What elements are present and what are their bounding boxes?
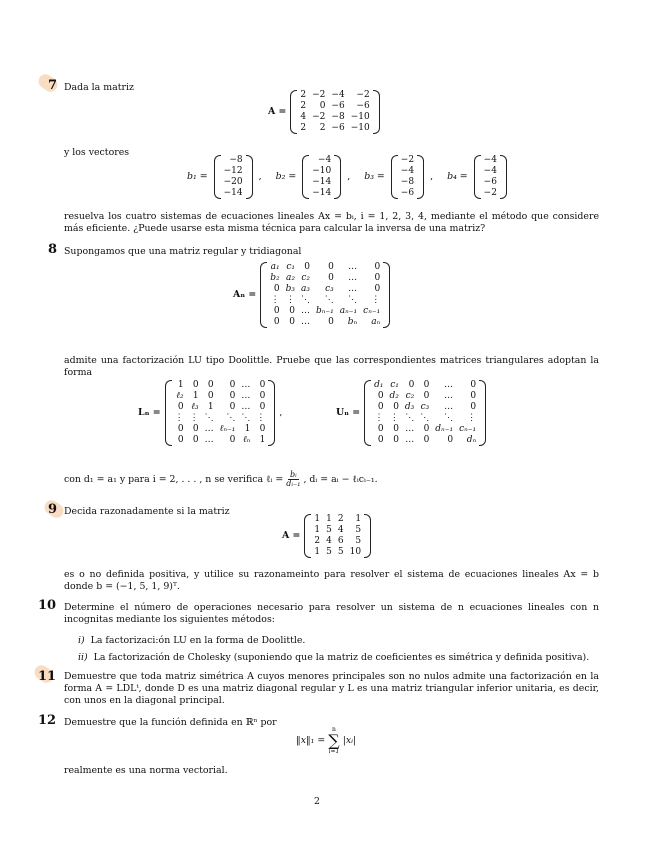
matrix-cell: … — [348, 284, 358, 294]
matrix-cell: ℓₙ₋₁ — [219, 424, 236, 434]
matrix-cell: 0 — [377, 391, 384, 401]
matrix-cell: 4 — [337, 525, 344, 535]
matrix-cell: −6 — [331, 123, 345, 133]
matrix-cell: 6 — [337, 536, 344, 546]
matrix-cell: ⋱ — [324, 295, 334, 305]
problem-number: 12 — [38, 713, 57, 728]
matrix-label: A = — [268, 106, 287, 118]
b4-label: b₄ = — [447, 171, 468, 183]
matrix-cell: 0 — [423, 380, 430, 390]
matrix-cell: −4 — [331, 90, 345, 100]
vector-cell: −4 — [483, 155, 497, 165]
vector-cell: −12 — [223, 166, 243, 176]
matrix-cell: … — [204, 435, 214, 445]
matrix-cell: 0 — [192, 380, 199, 390]
condition-prefix: con d₁ = a₁ y para i = 2, . . . , n se verifica ℓᵢ = — [64, 473, 284, 485]
matrix-cell: 2 — [300, 123, 307, 133]
problem-number: 11 — [38, 669, 57, 684]
matrix-cell: 5 — [326, 525, 332, 535]
matrix-equation — [282, 514, 371, 558]
matrix-cell: 0 — [192, 424, 199, 434]
b2-label: b₂ = — [275, 171, 297, 183]
matrix-cell: 2 — [300, 90, 307, 100]
matrix-cell: ⋮ — [374, 413, 384, 423]
matrix-cell: … — [405, 435, 415, 445]
matrix-cell: 0 — [207, 380, 214, 390]
matrix-cell: a₁ — [270, 262, 280, 272]
vector-b1 — [221, 155, 246, 199]
matrix-cell: … — [444, 380, 454, 390]
matrix-cell: 0 — [229, 435, 236, 445]
matrix-cell: 5 — [337, 547, 344, 557]
matrix-equation-U — [336, 380, 486, 446]
matrix-cell: ⋮ — [389, 413, 399, 423]
matrix-cell: ⋱ — [204, 413, 214, 423]
matrix-cell: ⋮ — [467, 413, 477, 423]
vector-cell: −4 — [483, 166, 497, 176]
matrix-cell: 0 — [423, 391, 430, 401]
matrix-cell: 0 — [470, 402, 477, 412]
matrix-cell: 5 — [355, 536, 362, 546]
matrix-cell: ⋱ — [348, 295, 358, 305]
matrix-cell: 1 — [259, 435, 266, 445]
matrix-cell: ⋮ — [189, 413, 199, 423]
vectors-intro: y los vectores — [64, 147, 130, 158]
matrix-cell: −8 — [331, 112, 345, 122]
matrix-equation-L: Lₙ = 1 0 0 0 … 0 ℓ₂ 1 0 0 … 0 0 ℓ₃ 1 0 … 0 ⋮ ⋮ ⋱ ⋱ ⋱ ⋮ 0 0 … ℓₙ₋₁ 1 0 0 0 … 0 ℓₙ 1 , — [138, 380, 283, 445]
vector-cell: −14 — [312, 177, 332, 187]
vector-b4 — [481, 155, 500, 199]
matrix-cell: 0 — [377, 402, 384, 412]
matrix-cell: 0 — [177, 402, 184, 412]
matrix-cell: 0 — [408, 380, 415, 390]
L-label: Lₙ = — [138, 407, 161, 419]
matrix-cell: ⋱ — [241, 413, 251, 423]
matrix-cell: 0 — [229, 391, 236, 401]
matrix-cell: bₙ₋₁ — [316, 306, 334, 316]
problem-intro: Demuestre que la función definida en ℝⁿ por — [64, 717, 277, 728]
matrix-cell: b₃ — [285, 284, 296, 294]
matrix-cell: 0 — [177, 424, 184, 434]
matrix-cell: 0 — [470, 391, 477, 401]
matrix-cell: c₃ — [325, 284, 334, 294]
matrix-cell: 2 — [314, 536, 321, 546]
vector-cell: −20 — [223, 177, 243, 187]
matrix-cell: ℓ₃ — [191, 402, 199, 412]
problem-number: 8 — [48, 242, 58, 257]
matrix-cell: c₂ — [301, 273, 311, 283]
vector-cell: −6 — [400, 188, 415, 198]
matrix-cell: 1 — [177, 380, 184, 390]
vector-cell: −10 — [312, 166, 332, 176]
problem-number: 7 — [48, 78, 58, 93]
matrix-An — [267, 262, 383, 328]
vector-b2 — [309, 155, 334, 199]
matrix-cell: −10 — [350, 112, 370, 122]
matrix-cell: 0 — [393, 424, 399, 434]
matrix-cell: … — [204, 424, 214, 434]
norm-formula: ‖x‖₁ = n ∑ i=1 |xᵢ| — [296, 726, 357, 755]
matrix-cell: a₂ — [286, 273, 296, 283]
matrix-L — [172, 380, 269, 446]
matrix-cell: ⋮ — [286, 295, 296, 305]
matrix-cell: −2 — [312, 112, 326, 122]
matrix-cell: bₙ — [347, 317, 358, 327]
vector-cell: −8 — [229, 155, 243, 165]
matrix-label: Aₙ = — [233, 289, 257, 301]
matrix-cell: 0 — [229, 402, 236, 412]
matrix-cell: c₂ — [405, 391, 415, 401]
vector-cell: −2 — [400, 155, 415, 165]
matrix-cell: 1 — [314, 547, 321, 557]
matrix-cell: b₂ — [270, 273, 280, 283]
matrix-cell: 1 — [244, 424, 251, 434]
matrix-cell: ⋮ — [371, 295, 381, 305]
matrix-cell: c₁ — [390, 380, 399, 390]
matrix-cell: 10 — [349, 547, 362, 557]
matrix-cell: 0 — [304, 262, 311, 272]
matrix-cell: 1 — [207, 402, 214, 412]
matrix-cell: aₙ₋₁ — [339, 306, 358, 316]
vector-cell: −14 — [312, 188, 332, 198]
matrix-cell: 1 — [314, 514, 321, 524]
matrix-cell: 0 — [289, 306, 296, 316]
problem-text: admite una factorización LU tipo Doolittle. Pruebe que las correspondientes matrices triangulares adoptan la forma — [64, 355, 599, 378]
vectors-row: b₁ = −8 −12 −20 −14 , b₂ = −4 −10 −14 −14 , b₃ = −2 −4 −8 −6 , b₄ = −4 −4 −6 −2 — [187, 155, 507, 199]
matrix-cell: … — [405, 424, 415, 434]
list-item: ii) La factorización de Cholesky (suponiendo que la matriz de coeficientes es simétrica y definida positiva). — [78, 652, 590, 663]
problem-text: Demuestre que toda matriz simétrica A cuyos menores principales son no nulos admite una factorización en la forma A = LDLᵗ, donde D es una matriz diagonal regular y L es una matriz triangular inferior unitaria, es decir, con unos en la diagonal principal. — [64, 671, 599, 706]
matrix-cell: 1 — [326, 514, 332, 524]
matrix-cell: ⋱ — [420, 413, 430, 423]
matrix-cell: dₙ — [466, 435, 477, 445]
matrix-cell: 0 — [259, 402, 266, 412]
matrix-cell: … — [444, 391, 454, 401]
matrix-cell: 0 — [393, 435, 399, 445]
matrix-cell: 2 — [300, 101, 307, 111]
matrix-cell: 0 — [273, 284, 280, 294]
matrix-cell: ℓₙ — [242, 435, 251, 445]
matrix-cell: 0 — [259, 391, 266, 401]
matrix-cell: 4 — [300, 112, 307, 122]
matrix-cell: d₂ — [389, 391, 399, 401]
matrix-cell: 0 — [207, 391, 214, 401]
matrix-cell: 0 — [273, 317, 280, 327]
matrix-cell: … — [348, 262, 358, 272]
matrix-cell: 0 — [229, 380, 236, 390]
matrix-cell: ⋮ — [256, 413, 266, 423]
matrix-cell: 1 — [192, 391, 199, 401]
matrix-cell: 4 — [326, 536, 332, 546]
matrix-cell: 2 — [337, 514, 344, 524]
problem-intro: Supongamos que una matriz regular y tridiagonal — [64, 246, 302, 257]
matrix-cell: c₃ — [420, 402, 430, 412]
matrix-cell: 0 — [374, 262, 381, 272]
matrix-cell: 0 — [423, 424, 430, 434]
matrix-A9 — [311, 514, 364, 558]
condition-line — [64, 471, 378, 488]
matrix-cell: ⋱ — [444, 413, 454, 423]
vector-cell: −4 — [400, 166, 415, 176]
matrix-A7 — [297, 90, 372, 134]
matrix-cell: 2 — [319, 123, 326, 133]
problem-text: realmente es una norma vectorial. — [64, 765, 228, 776]
matrix-cell: dₙ₋₁ — [435, 424, 454, 434]
problem-number: 10 — [38, 598, 57, 613]
matrix-cell: 5 — [326, 547, 332, 557]
vector-b3 — [398, 155, 417, 199]
problem-text: es o no definida positiva, y utilice su razonameinto para resolver el sistema de ecuaciones lineales Ax = b donde b = (−1, 5, 1, 9)ᵀ. — [64, 569, 599, 592]
matrix-cell: 0 — [423, 435, 430, 445]
matrix-cell: 5 — [355, 525, 362, 535]
matrix-cell: … — [241, 402, 251, 412]
matrix-cell: 0 — [192, 435, 199, 445]
problem-number: 9 — [48, 502, 58, 517]
matrix-cell: 0 — [273, 306, 280, 316]
matrix-cell: aₙ — [371, 317, 381, 327]
matrix-cell: 0 — [319, 101, 326, 111]
matrix-cell: −6 — [331, 101, 345, 111]
matrix-equation — [268, 90, 380, 134]
problem-intro: Dada la matriz — [64, 82, 134, 93]
matrix-cell: 1 — [314, 525, 321, 535]
vector-cell: −4 — [317, 155, 332, 165]
matrix-cell: 0 — [374, 284, 381, 294]
matrix-cell: … — [301, 306, 311, 316]
matrix-cell: … — [241, 380, 251, 390]
matrix-cell: d₁ — [374, 380, 384, 390]
matrix-cell: 0 — [328, 273, 334, 283]
matrix-cell: 0 — [328, 317, 334, 327]
matrix-cell: 0 — [377, 435, 384, 445]
matrix-cell: 0 — [259, 380, 266, 390]
condition-suffix: , dᵢ = aᵢ − ℓᵢcᵢ₋₁. — [303, 473, 378, 485]
matrix-cell: −2 — [312, 90, 326, 100]
matrix-cell: ⋱ — [405, 413, 415, 423]
matrix-U — [371, 380, 479, 446]
list-item: i) La factorizaci:ón LU en la forma de Doolittle. — [78, 635, 306, 646]
matrix-cell: 0 — [447, 435, 454, 445]
matrix-cell: 0 — [289, 317, 296, 327]
problem-intro: Decida razonadamente si la matriz — [64, 506, 230, 517]
problem-text: resuelva los cuatro sistemas de ecuaciones lineales Ax = bᵢ, i = 1, 2, 3, 4, mediante el método que considere más eficiente. ¿Puede usarse esta misma técnica para calcular la inversa de una matriz? — [64, 211, 599, 234]
vector-cell: −2 — [483, 188, 497, 198]
matrix-cell: −2 — [356, 90, 370, 100]
matrix-cell: 0 — [377, 424, 384, 434]
fraction: $\frac{\text{bᵢ}}{\text{dᵢ₋₁}}$ — [286, 470, 301, 488]
matrix-cell: c₁ — [286, 262, 296, 272]
b3-label: b₃ = — [364, 171, 385, 183]
matrix-label: A = — [282, 530, 301, 542]
matrix-cell: −10 — [350, 123, 370, 133]
vector-cell: −8 — [400, 177, 415, 187]
matrix-cell: ⋱ — [226, 413, 236, 423]
matrix-cell: cₙ₋₁ — [459, 424, 477, 434]
matrix-cell: ⋮ — [270, 295, 280, 305]
b1-label: b₁ = — [187, 171, 208, 183]
matrix-equation — [233, 262, 390, 328]
matrix-cell: 0 — [393, 402, 399, 412]
matrix-cell: ℓ₂ — [176, 391, 184, 401]
matrix-cell: 0 — [328, 262, 334, 272]
vector-cell: −6 — [483, 177, 497, 187]
matrix-cell: … — [241, 391, 251, 401]
matrix-cell: 0 — [259, 424, 266, 434]
matrix-cell: … — [348, 273, 358, 283]
page-number: 2 — [314, 796, 320, 807]
matrix-cell: 0 — [374, 273, 381, 283]
matrix-cell: a₃ — [301, 284, 311, 294]
matrix-cell: ⋮ — [174, 413, 184, 423]
matrix-cell: … — [444, 402, 454, 412]
matrix-cell: 0 — [470, 380, 477, 390]
U-label: Uₙ = — [336, 407, 361, 419]
matrix-cell: 0 — [177, 435, 184, 445]
vector-cell: −14 — [223, 188, 243, 198]
matrix-cell: ⋱ — [301, 295, 311, 305]
matrix-cell: … — [301, 317, 311, 327]
matrix-cell: cₙ₋₁ — [363, 306, 381, 316]
matrix-cell: −6 — [356, 101, 370, 111]
problem-text: Determine el número de operaciones necesario para resolver un sistema de n ecuaciones lineales con n incognitas mediante los siguientes métodos: — [64, 602, 599, 625]
matrix-cell: d₃ — [404, 402, 415, 412]
matrix-cell: 1 — [355, 514, 362, 524]
